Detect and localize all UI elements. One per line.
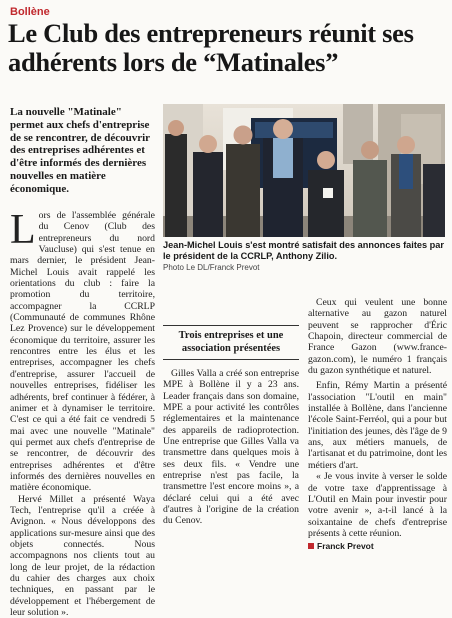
section-kicker: Bollène <box>10 6 50 18</box>
group-photo-image <box>163 104 445 237</box>
paragraph-6: « Je vous invite à verser le solde de votre taxe d'apprentissage à L'Outil en Main pour investir pour votre avenir », a-t-il lancé à la soixantaine de chefs d'entreprise présents à cette réunion. <box>308 471 447 539</box>
subhead-rule-bottom <box>163 359 299 360</box>
paragraph-3: Gilles Valla a créé son entreprise MPE à Bollène il y a 23 ans. Leader français dans son domaine, MPE a pour activité les contrôles réglementaires et la maintenance des appareils de radioprotection. Une entreprise que Gilles Valla va transmettre dans quelques mois à ses deux fils. « Vendre une entreprise n'est pas facile, la transmettre l'est encore moins », a déclaré celui qui a été avec d'autres à l'origine de la création du Cenov. <box>163 368 299 527</box>
byline-square-icon <box>308 543 314 549</box>
byline <box>308 541 447 552</box>
byline-name: Franck Prevot <box>317 541 374 552</box>
photo-credit: Photo Le DL/Franck Prevot <box>163 263 260 272</box>
article-column-2 <box>163 275 299 599</box>
group-photo <box>163 104 445 237</box>
subhead: Trois entreprises et une association présentées <box>178 330 284 354</box>
article-column-1 <box>10 207 155 618</box>
photo-caption: Jean-Michel Louis s'est montré satisfait des annonces faites par le président de la CCRLP, Anthony Zilio. <box>163 240 444 262</box>
paragraph-2: Hervé Millet a présenté Waya Tech, l'entreprise qu'il a créée à Avignon. « Nous développons des applications sur-mesure ainsi que des objets connectés. Nous accompagnons nos clients tout au long de leur projet, de la rédaction du cahier des charges aux choix techniques, en passant par le développement et l'hébergement de leur solution ». <box>10 493 155 618</box>
drop-cap: L <box>10 207 36 253</box>
article-column-3 <box>308 275 447 553</box>
paragraph-5: Enfin, Rémy Martin a présenté l'association "L'outil en main" installée à Bollène, dans l'ancienne l'école Saint-Ferréol, qui a pour but l'initiation des jeunes, dès l'âge de 9 ans, aux métiers manuels, de l'artisanat et du patrimoine, dont les métiers d'art. <box>308 380 447 471</box>
subhead-rule-top <box>163 325 299 326</box>
lead-paragraph: La nouvelle "Matinale" permet aux chefs d'entreprise de se rencontrer, de découvrir des entreprises adhérentes et d'être informés des dernières nouvelles en matière économique. <box>10 106 150 195</box>
paragraph-1: ors de l'assemblée générale du Cenov (Club des entrepreneurs du nord Vaucluse) qui s'est tenue en mars dernier, le président Jean-Michel Louis avait rappelé les orientations du club : faire la promotion du territoire, accompagner la CCRLP (Communauté de communes Rhône Lez Provence) sur le développement économique du territoire, assurer les rencontres entre les élus et les entreprises, accompagner les chefs d'entreprise, assurer l'accueil de nouvelles entreprises, fidéliser les adhérents, bref continuer à fédérer, à animer et à dynamiser le territoire. C'est ce qui a été fait ce vendredi 5 mai avec une nouvelle "Matinale" qui permet aux chefs d'entreprise de se rencontrer, de découvrir des entreprises adhérentes et d'être informés des dernières nouvelles en matière économique. <box>10 210 155 494</box>
headline: Le Club des entrepreneurs réunit ses adhérents lors de “Matinales” <box>8 18 414 77</box>
paragraph-4: Ceux qui veulent une bonne alternative au gazon naturel peuvent se rapprocher d'Éric Chapoin, directeur commercial de France Gazon (www.france-gazon.com), le numéro 1 français du gazon synthétique et naturel. <box>308 297 447 377</box>
